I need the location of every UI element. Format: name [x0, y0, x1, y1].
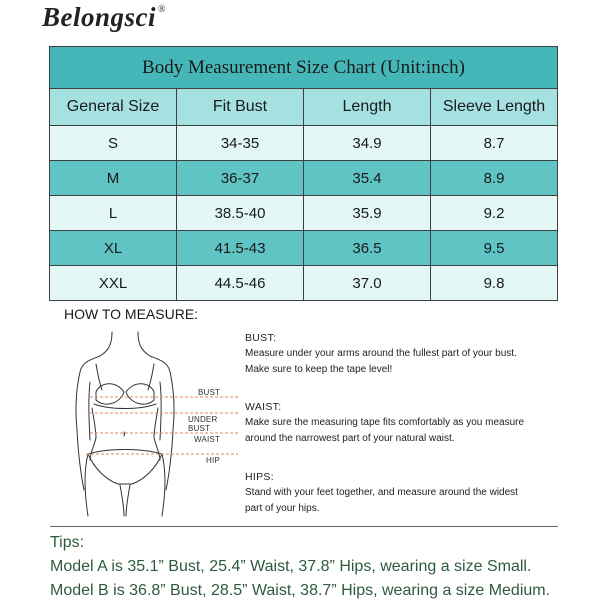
- table-row: [50, 196, 558, 231]
- instruction-line: Measure under your arms around the fullest part of your bust.: [245, 348, 517, 359]
- table-cell: 38.5-40: [177, 196, 304, 231]
- table-cell: 34-35: [177, 126, 304, 161]
- table-cell: L: [50, 196, 177, 231]
- registered-mark: ®: [158, 4, 167, 15]
- table-cell: 35.9: [304, 196, 431, 231]
- bust-heading: BUST:: [245, 332, 277, 344]
- table-cell: 36-37: [177, 161, 304, 196]
- table-cell: XL: [50, 231, 177, 266]
- table-cell: 9.5: [431, 231, 558, 266]
- brand-logo: [42, 2, 166, 33]
- tip-line: Model B is 36.8” Bust, 28.5” Waist, 38.7” Hips, wearing a size Medium.: [50, 582, 551, 599]
- table-cell: 37.0: [304, 266, 431, 301]
- hip-label: HIP: [206, 456, 220, 465]
- instruction-line: Stand with your feet together, and measure around the widest: [245, 487, 518, 498]
- table-cell: 35.4: [304, 161, 431, 196]
- table-title: Body Measurement Size Chart (Unit:inch): [50, 47, 558, 89]
- table-cell: M: [50, 161, 177, 196]
- table-cell: 9.2: [431, 196, 558, 231]
- table-row: [50, 161, 558, 196]
- table-row: [50, 231, 558, 266]
- instruction-line: Make sure to keep the tape level!: [245, 364, 393, 375]
- table-cell: 8.9: [431, 161, 558, 196]
- table-row: [50, 126, 558, 161]
- table-cell: XXL: [50, 266, 177, 301]
- brand-name: Belongsci: [42, 2, 157, 32]
- waist-heading: WAIST:: [245, 401, 282, 413]
- table-cell: S: [50, 126, 177, 161]
- waist-instructions: [245, 399, 575, 447]
- body-measurement-figure: [60, 320, 240, 520]
- tip-line: Model A is 35.1” Bust, 25.4” Waist, 37.8” Hips, wearing a size Small.: [50, 558, 532, 575]
- table-cell: 36.5: [304, 231, 431, 266]
- under-bust-label: UNDER BUST: [188, 415, 218, 433]
- column-header: Length: [304, 89, 431, 126]
- table-cell: 41.5-43: [177, 231, 304, 266]
- table-row: [50, 266, 558, 301]
- instruction-line: part of your hips.: [245, 503, 320, 514]
- how-to-measure-title: HOW TO MEASURE:: [64, 306, 199, 322]
- column-header: Sleeve Length: [431, 89, 558, 126]
- hips-instructions: [245, 469, 575, 517]
- bust-label: BUST: [198, 388, 221, 397]
- bust-instructions: [245, 330, 575, 378]
- table-cell: 34.9: [304, 126, 431, 161]
- tips-section: [50, 531, 550, 603]
- column-header: General Size: [50, 89, 177, 126]
- instruction-line: Make sure the measuring tape fits comfortably as you measure: [245, 417, 525, 428]
- size-chart-table: [49, 46, 558, 301]
- instruction-line: around the narrowest part of your natural waist.: [245, 433, 455, 444]
- table-cell: 8.7: [431, 126, 558, 161]
- section-divider: [50, 526, 558, 527]
- tips-title: Tips:: [50, 534, 85, 551]
- hips-heading: HIPS:: [245, 471, 274, 483]
- waist-label: WAIST: [194, 435, 221, 444]
- table-cell: 9.8: [431, 266, 558, 301]
- column-header: Fit Bust: [177, 89, 304, 126]
- table-cell: 44.5-46: [177, 266, 304, 301]
